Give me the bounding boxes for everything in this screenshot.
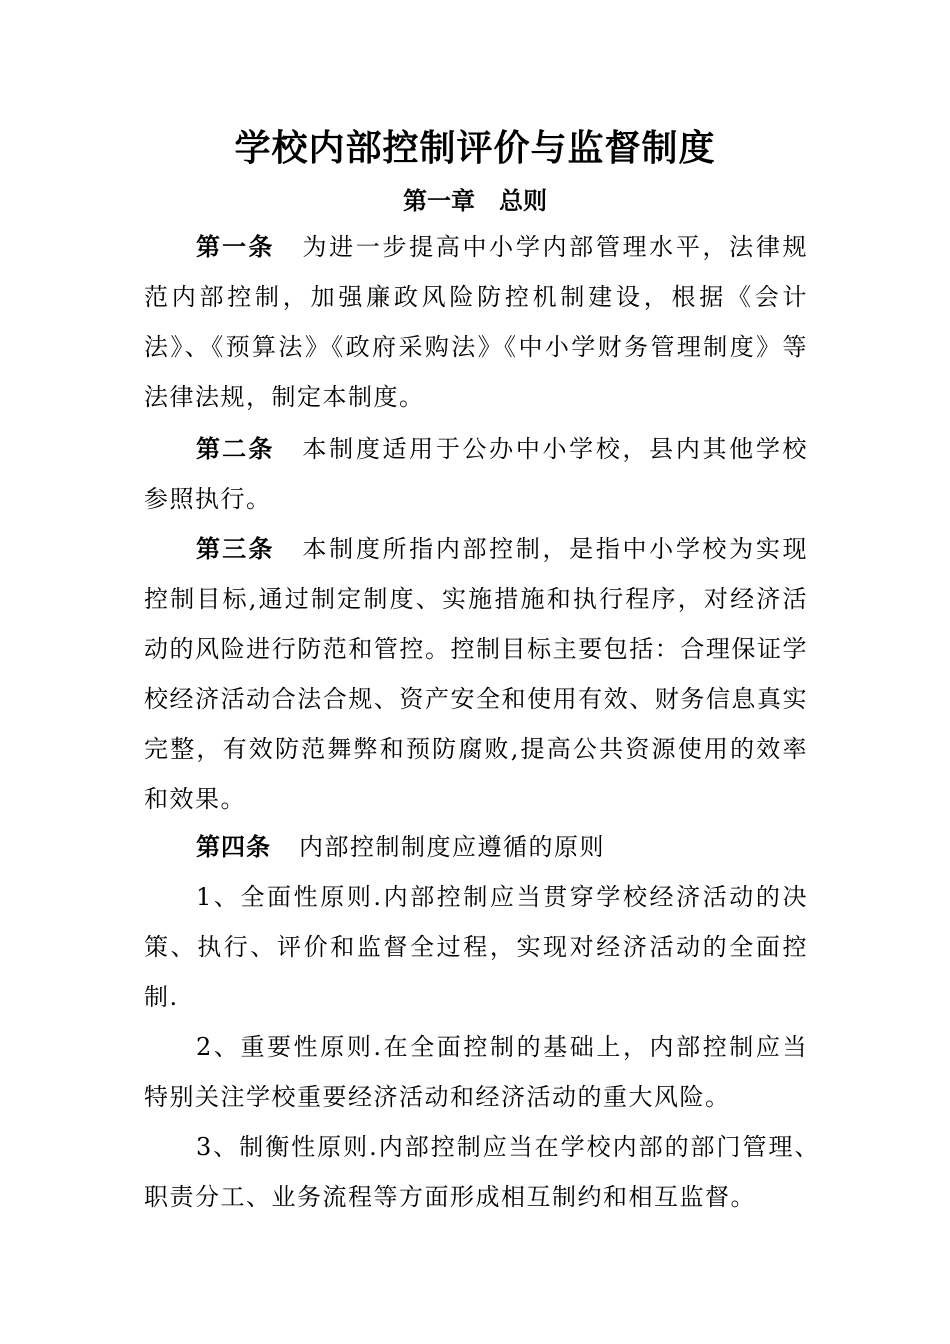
article-3-text: 本制度所指内部控制，是指中小学校为实现控制目标,通过制定制度、实施措施和执行程序，对经济活动的风险进行防范和管控。控制目标主要包括：合理保证学校经济活动合法合规、资产安全和使用有效、财务信息真实完整，有效防范舞弊和预防腐败,提高公共资源使用的效率和效果。 [144,535,808,813]
article-1 [144,222,808,422]
principle-1: 1、全面性原则.内部控制应当贯穿学校经济活动的决策、执行、评价和监督全过程，实现对经济活动的全面控制. [144,883,808,1011]
article-2-text: 本制度适用于公办中小学校，县内其他学校参照执行。 [144,435,808,513]
chapter-heading: 第一章 总则 [403,187,547,215]
article-2-label: 第二条 [196,435,275,463]
document-title: 学校内部控制评价与监督制度 [234,128,716,169]
article-1-text: 为进一步提高中小学内部管理水平，法律规范内部控制，加强廉政风险防控机制建设，根据《会计法》、《预算法》《政府采购法》《中小学财务管理制度》等法律法规，制定本制度。 [144,233,808,411]
principle-3: 3、制衡性原则.内部控制应当在学校内部的部门管理、职责分工、业务流程等方面形成相互制约和相互监督。 [144,1133,820,1211]
article-1-label: 第一条 [196,233,275,261]
article-3 [144,524,808,824]
article-4-text: 内部控制制度应遵循的原则 [299,833,605,861]
article-4 [144,822,808,872]
article-4-label: 第四条 [196,833,271,861]
article-2 [144,424,808,524]
principle-2: 2、重要性原则.在全面控制的基础上，内部控制应当特别关注学校重要经济活动和经济活动的重大风险。 [144,1033,808,1111]
article-3-label: 第三条 [196,535,275,563]
